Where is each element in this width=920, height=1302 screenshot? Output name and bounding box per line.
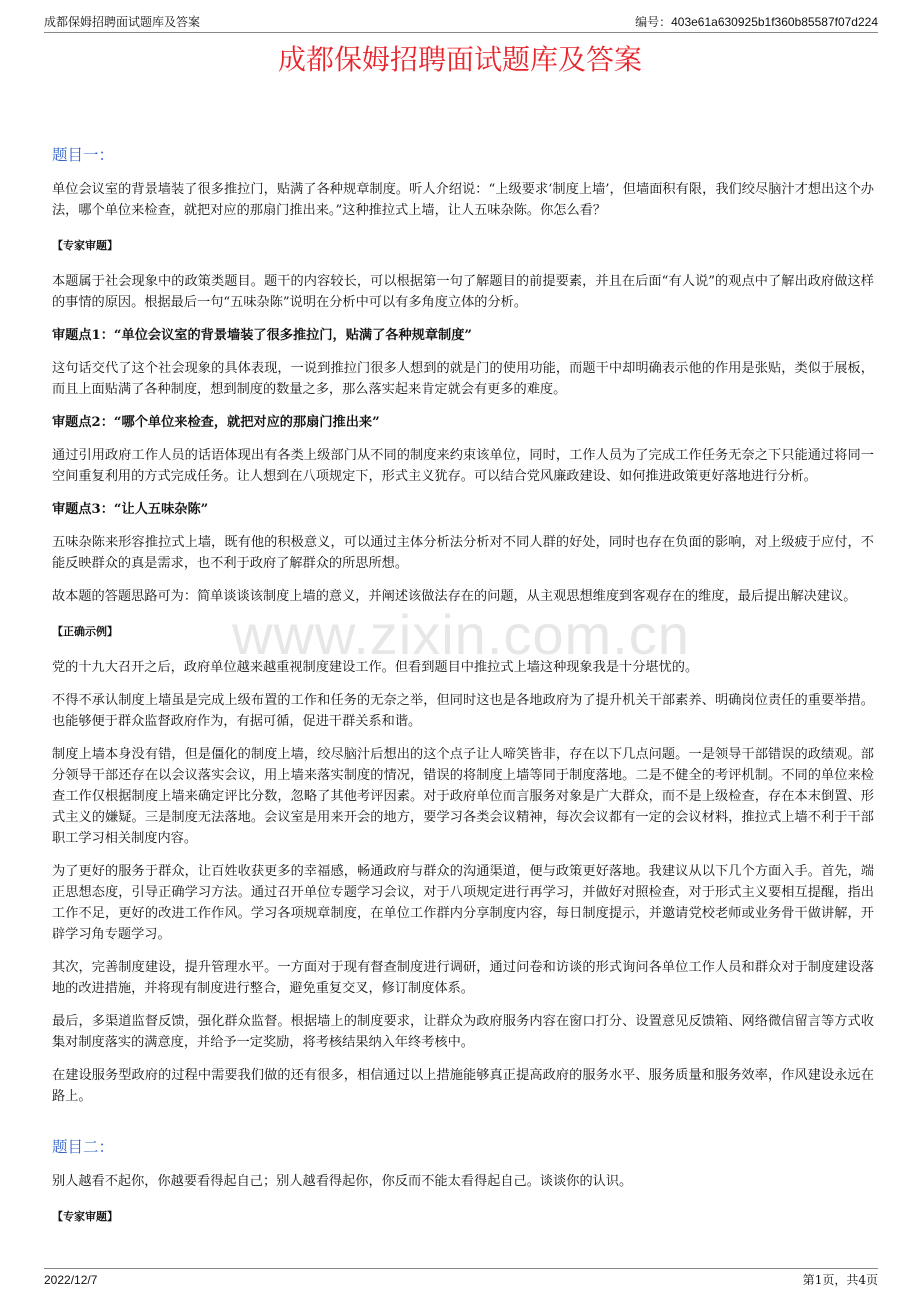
answer-paragraph: 党的十九大召开之后，政府单位越来越重视制度建设工作。但看到题目中推拉式上墙这种现象我是十分堪忧的。 <box>52 660 699 675</box>
answer-paragraph: 其次，完善制度建设，提升管理水平。一方面对于现有督查制度进行调研，通过问卷和访谈的形式询问各单位工作人员和群众对于制度建设落地的改进措施，并将现有制度进行整合，避免重复交叉，修订制度体系。 <box>52 960 874 996</box>
page-prefix: 第 <box>802 1273 815 1287</box>
page-separator: 页，共 <box>822 1273 859 1287</box>
review-point-1-text: 这句话交代了这个社会现象的具体表现，一说到推拉门很多人想到的就是门的使用功能，而题干中却明确表示他的作用是张贴，类似于展板，而且上面贴满了各种制度，想到制度的数量之多，那么落实起来肯定就会有更多的难度。 <box>52 361 874 397</box>
review-point-3-text: 五味杂陈来形容推拉式上墙，既有他的积极意义，可以通过主体分析法分析对不同人群的好处，同时也存在负面的影响，对上级疲于应付，不能反映群众的真是需求，也不利于政府了解群众的所思所想。 <box>52 535 874 571</box>
document-body <box>52 135 874 1242</box>
expert-review-label: 【专家审题】 <box>52 239 118 252</box>
question-2-heading: 题目二： <box>52 1138 115 1156</box>
analysis-intro: 本题属于社会现象中的政策类题目。题干的内容较长，可以根据第一句了解题目的前提要素，并且在后面“有人说”的观点中了解出政府做这样的事情的原因。根据最后一句“五味杂陈”说明在分析中可以有多角度立体的分析。 <box>52 274 874 310</box>
page-footer <box>44 1268 878 1291</box>
question-1-heading: 题目一： <box>52 146 115 164</box>
footer-date: 2022/12/7 <box>44 1273 98 1287</box>
review-point-2-title: 审题点2：“哪个单位来检查，就把对应的那扇门推出来” <box>52 415 380 430</box>
page-suffix: 页 <box>865 1273 878 1287</box>
watermark: www.zixin.com.cn <box>232 603 690 666</box>
answer-paragraph: 在建设服务型政府的过程中需要我们做的还有很多，相信通过以上措施能够真正提高政府的服务水平、服务质量和服务效率，作风建设永远在路上。 <box>52 1068 874 1104</box>
page-indicator <box>803 1269 878 1291</box>
header-doc-code <box>635 12 878 32</box>
header-code-value: 403e61a630925b1f360b85587f07d224 <box>671 15 878 29</box>
review-point-3-title: 审题点3：“让人五味杂陈” <box>52 502 209 517</box>
answer-paragraph: 不得不承认制度上墙虽是完成上级布置的工作和任务的无奈之举，但同时这也是各地政府为了提升机关干部素养、明确岗位责任的重要举措。也能够便于群众监督政府作为，有据可循，促进干群关系和谐。 <box>52 693 874 729</box>
total-pages: 4 <box>858 1273 866 1287</box>
page-header <box>44 12 878 33</box>
review-point-1-title: 审题点1：“单位会议室的背景墙装了很多推拉门，贴满了各种规章制度” <box>52 328 472 343</box>
question-1-text: 单位会议室的背景墙装了很多推拉门，贴满了各种规章制度。听人介绍说：“上级要求‘制度上墙’，但墙面积有限，我们绞尽脑汁才想出这个办法，哪个单位来检查，就把对应的那扇门推出来。”这种推拉式上墙，让人五味杂陈。你怎么看？ <box>52 182 874 218</box>
question-2-text: 别人越看不起你，你越要看得起自己；别人越看得起你，你反而不能太看得起自己。谈谈你的认识。 <box>52 1174 633 1189</box>
document-title: 成都保姆招聘面试题库及答案 <box>277 43 642 76</box>
header-code-label: 编号： <box>635 15 672 29</box>
header-doc-name: 成都保姆招聘面试题库及答案 <box>44 15 201 29</box>
review-point-2-text: 通过引用政府工作人员的话语体现出有各类上级部门从不同的制度来约束该单位，同时，工作人员为了完成工作任务无奈之下只能通过将同一空间重复利用的方式完成任务。让人想到在八项规定下，形式主义犹存。可以结合党风廉政建设、如何推进政策更好落地进行分析。 <box>52 448 874 484</box>
answer-paragraph: 为了更好的服务于群众，让百姓收获更多的幸福感，畅通政府与群众的沟通渠道，便与政策更好落地。我建议从以下几个方面入手。首先，端正思想态度，引导正确学习方法。通过召开单位专题学习会议，对于八项规定进行再学习，并做好对照检查，对于形式主义要相互提醒，指出工作不足，更好的改进工作作风。学习各项规章制度，在单位工作群内分享制度内容，每日制度提示，并邀请党校老师或业务骨干做讲解，开辟学习角专题学习。 <box>52 864 874 942</box>
current-page-number: 1 <box>814 1273 823 1287</box>
answer-paragraph: 最后，多渠道监督反馈，强化群众监督。根据墙上的制度要求，让群众为政府服务内容在窗口打分、设置意见反馈箱、网络微信留言等方式收集对制度落实的满意度，并给予一定奖励，将考核结果纳入年终考核中。 <box>52 1014 874 1050</box>
answer-approach: 故本题的答题思路可为：简单谈谈该制度上墙的意义，并阐述该做法存在的问题，从主观思想维度到客观存在的维度，最后提出解决建议。 <box>52 589 857 604</box>
sample-answer-label: 【正确示例】 <box>52 625 118 638</box>
expert-review-label-2: 【专家审题】 <box>52 1210 118 1223</box>
answer-paragraph: 制度上墙本身没有错，但是僵化的制度上墙，绞尽脑汁后想出的这个点子让人啼笑皆非，存在以下几点问题。一是领导干部错误的政绩观。部分领导干部还存在以会议落实会议，用上墙来落实制度的情况，错误的将制度上墙等同于制度落地。二是不健全的考评机制。不同的单位来检查工作仅根据制度上墙来确定评比分数，忽略了其他考评因素。对于政府单位而言服务对象是广大群众，而不是上级检查，存在本末倒置、形式主义的嫌疑。三是制度无法落地。会议室是用来开会的地方，要学习各类会议精神，每次会议都有一定的会议材料，推拉式上墙不利于干部职工学习相关制度内容。 <box>52 747 874 846</box>
